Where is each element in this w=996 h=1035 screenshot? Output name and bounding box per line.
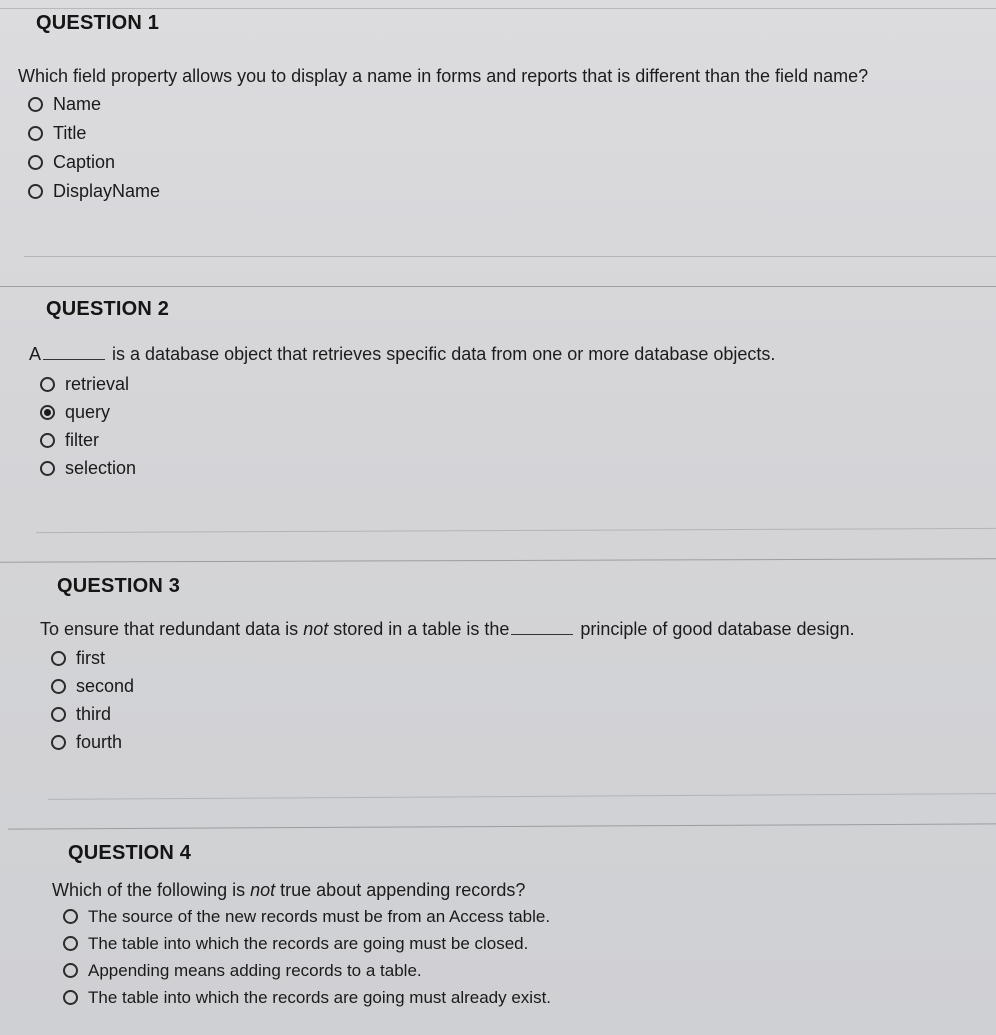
radio-button[interactable]: [28, 126, 43, 141]
question-text: [52, 880, 525, 901]
question-4: [52, 842, 552, 1007]
question-2: [29, 298, 776, 478]
question-3: [40, 575, 855, 752]
option-third[interactable]: [51, 700, 451, 728]
option-label: second: [76, 675, 135, 696]
emphasis-not: not: [250, 880, 276, 900]
radio-button[interactable]: [28, 97, 43, 112]
question-title: QUESTION 3: [57, 575, 181, 597]
option-displayname[interactable]: [28, 177, 428, 206]
question-text: [40, 619, 855, 640]
option-label: filter: [65, 429, 100, 450]
question-text-start: To ensure that redundant data is: [40, 619, 299, 639]
radio-button-selected[interactable]: [40, 405, 55, 420]
radio-button[interactable]: [63, 963, 78, 978]
option-label: The table into which the records are going must already exist.: [88, 987, 552, 1007]
divider: [36, 528, 996, 533]
divider: [0, 286, 996, 287]
option-label: Caption: [53, 152, 116, 172]
radio-button[interactable]: [40, 461, 55, 476]
option-table-must-exist[interactable]: [63, 984, 663, 1011]
selected-dot: [44, 409, 51, 416]
answer-options: [40, 370, 440, 482]
radio-button[interactable]: [40, 433, 55, 448]
answer-blank: [43, 345, 105, 360]
option-retrieval[interactable]: [40, 370, 440, 398]
option-title[interactable]: [28, 119, 428, 148]
answer-options: [51, 644, 451, 756]
option-label: selection: [65, 457, 137, 478]
question-title: QUESTION 1: [36, 12, 160, 34]
question-text: [29, 344, 775, 365]
divider: [48, 793, 996, 800]
answer-options: [63, 903, 663, 1011]
option-appending-means-adding[interactable]: [63, 957, 663, 984]
radio-button[interactable]: [28, 184, 43, 199]
radio-button[interactable]: [63, 990, 78, 1005]
option-label: Name: [53, 94, 102, 114]
radio-button[interactable]: [40, 377, 55, 392]
option-label: The table into which the records are going must be closed.: [88, 933, 529, 953]
answer-options: [28, 90, 428, 206]
question-text-end: true about appending records?: [280, 880, 526, 900]
question-text-start: Which of the following is: [52, 880, 246, 900]
divider: [0, 558, 996, 562]
divider: [8, 823, 996, 829]
question-title: QUESTION 4: [68, 842, 192, 864]
option-query[interactable]: [40, 398, 440, 426]
option-fourth[interactable]: [51, 728, 451, 756]
option-label: fourth: [76, 731, 123, 752]
question-text-start: A: [29, 344, 42, 364]
question-text-end: principle of good database design.: [580, 619, 855, 639]
option-label: query: [65, 401, 111, 422]
option-caption[interactable]: [28, 148, 428, 177]
radio-button[interactable]: [63, 936, 78, 951]
option-label: Appending means adding records to a table.: [88, 960, 422, 980]
question-text-end: is a database object that retrieves specific data from one or more database objects.: [112, 344, 776, 364]
option-label: first: [76, 647, 105, 668]
question-title: QUESTION 2: [46, 298, 170, 320]
answer-blank: [511, 620, 573, 635]
question-text: Which field property allows you to display a name in forms and reports that is different than the field name?: [18, 66, 869, 86]
radio-button[interactable]: [51, 735, 66, 750]
question-text-middle: stored in a table is the: [333, 619, 510, 639]
option-label: DisplayName: [53, 181, 161, 201]
option-table-closed[interactable]: [63, 930, 663, 957]
radio-button[interactable]: [51, 651, 66, 666]
option-label: third: [76, 703, 112, 724]
radio-button[interactable]: [51, 707, 66, 722]
option-selection[interactable]: [40, 454, 440, 482]
option-source-access-table[interactable]: [63, 903, 663, 930]
emphasis-not: not: [303, 619, 329, 639]
option-label: Title: [53, 123, 87, 143]
top-divider: [0, 8, 996, 9]
option-first[interactable]: [51, 644, 451, 672]
radio-button[interactable]: [28, 155, 43, 170]
option-name[interactable]: [28, 90, 428, 119]
divider: [24, 256, 996, 257]
option-filter[interactable]: [40, 426, 440, 454]
option-label: retrieval: [65, 373, 130, 394]
option-label: The source of the new records must be from an Access table.: [88, 906, 551, 926]
radio-button[interactable]: [63, 909, 78, 924]
question-1: [18, 12, 869, 201]
option-second[interactable]: [51, 672, 451, 700]
radio-button[interactable]: [51, 679, 66, 694]
